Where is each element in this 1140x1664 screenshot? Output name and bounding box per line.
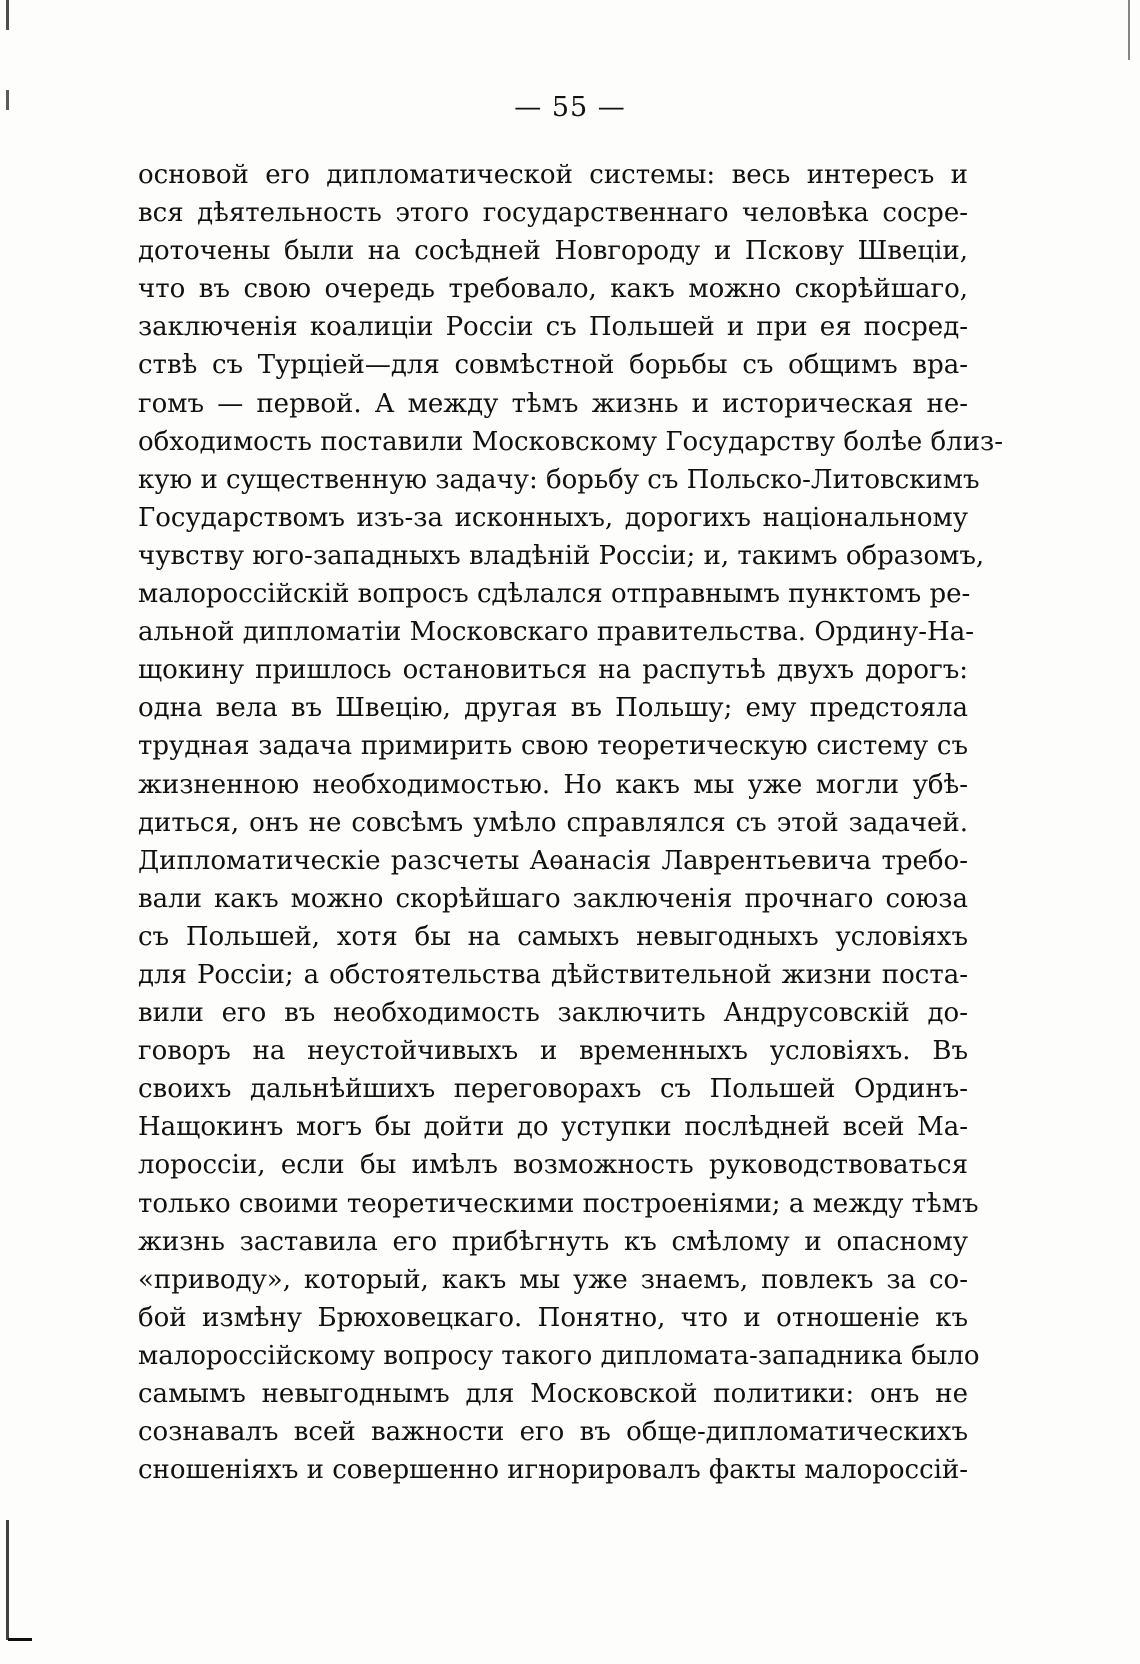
page-number: — 55 — (514, 92, 626, 123)
text-line: Дипломатическіе разсчеты Аѳанасія Лаврентьевича требо- (138, 845, 968, 876)
text-line: ствѣ съ Турціей—для совмѣстной борьбы съ общимъ вра- (138, 350, 968, 381)
text-line: для Россіи; а обстоятельства дѣйствительной жизни поста- (138, 959, 968, 990)
text-line: малороссійскій вопросъ сдѣлался отправнымъ пунктомъ ре- (138, 579, 971, 610)
text-line: самымъ невыгоднымъ для Московской политики: онъ не (138, 1379, 968, 1409)
text-line: вали какъ можно скорѣйшаго заключенія прочнаго союза (138, 883, 968, 914)
text-line: одна вела въ Швецію, другая въ Польшу; ему предстояла (138, 693, 968, 724)
text-line: своихъ дальнѣйшихъ переговорахъ съ Польшей Ординъ- (138, 1074, 968, 1105)
text-line: говоръ на неустойчивыхъ и временныхъ условіяхъ. Въ (138, 1036, 968, 1067)
text-line: доточены были на сосѣдней Новгороду и Пскову Швеціи, (138, 236, 968, 267)
text-line: диться, онъ не совсѣмъ умѣло справлялся съ этой задачей. (138, 807, 968, 838)
text-line: чувству юго-западныхъ владѣній Россіи; и, такимъ образомъ, (138, 540, 985, 571)
text-line: гомъ — первой. А между тѣмъ жизнь и историческая не- (138, 388, 968, 419)
text-line: сношеніяхъ и совершенно игнорировалъ факты малороссій- (138, 1455, 969, 1486)
text-line: сознавалъ всей важности его въ обще-дипломатическихъ (138, 1417, 968, 1448)
scan-edge-right (1128, 0, 1130, 60)
text-line: жизненною необходимостью. Но какъ мы уже могли убѣ- (138, 769, 968, 800)
scan-edge-left (6, 0, 9, 1664)
text-line: основой его дипломатической системы: весь интересъ и (138, 160, 968, 190)
text-line: щокину пришлось остановиться на распутьѣ двухъ дорогъ: (138, 655, 968, 686)
text-line: что въ свою очередь требовало, какъ можно скорѣйшаго, (138, 274, 968, 305)
text-line: заключенія коалиціи Россіи съ Польшей и при ея посред- (138, 312, 968, 343)
text-line: лороссіи, если бы имѣлъ возможность руководствоваться (138, 1150, 968, 1181)
text-line: обходимость поставили Московскому Государству болѣе близ- (138, 426, 1003, 457)
scan-edge-bottom (8, 1638, 32, 1641)
text-line: трудная задача примирить свою теоретическую систему съ (138, 731, 968, 762)
text-line: только своими теоретическими построеніями; а между тѣмъ (138, 1188, 979, 1219)
text-line: Нащокинъ могъ бы дойти до уступки послѣдней всей Ма- (138, 1112, 968, 1143)
text-line: «приводу», который, какъ мы уже знаемъ, повлекъ за со- (138, 1264, 968, 1295)
text-line: вили его въ необходимость заключить Андрусовскій до- (138, 998, 968, 1029)
text-line: съ Польшей, хотя бы на самыхъ невыгодныхъ условіяхъ (138, 921, 968, 952)
text-line: альной дипломатіи Московскаго правительства. Ордину-На- (138, 617, 974, 648)
body-text (138, 156, 1003, 1489)
text-line: жизнь заставила его прибѣгнуть къ смѣлому и опасному (138, 1226, 968, 1257)
text-line: вся дѣятельность этого государственнаго человѣка сосре- (138, 198, 968, 229)
text-line: малороссійскому вопросу такого дипломата-западника было (138, 1340, 980, 1371)
text-line: кую и существенную задачу: борьбу съ Польско-Литовскимъ (138, 464, 980, 495)
text-line: Государствомъ изъ-за исконныхъ, дорогихъ національному (138, 502, 968, 533)
text-line: бой измѣну Брюховецкаго. Понятно, что и отношеніе къ (138, 1302, 968, 1333)
